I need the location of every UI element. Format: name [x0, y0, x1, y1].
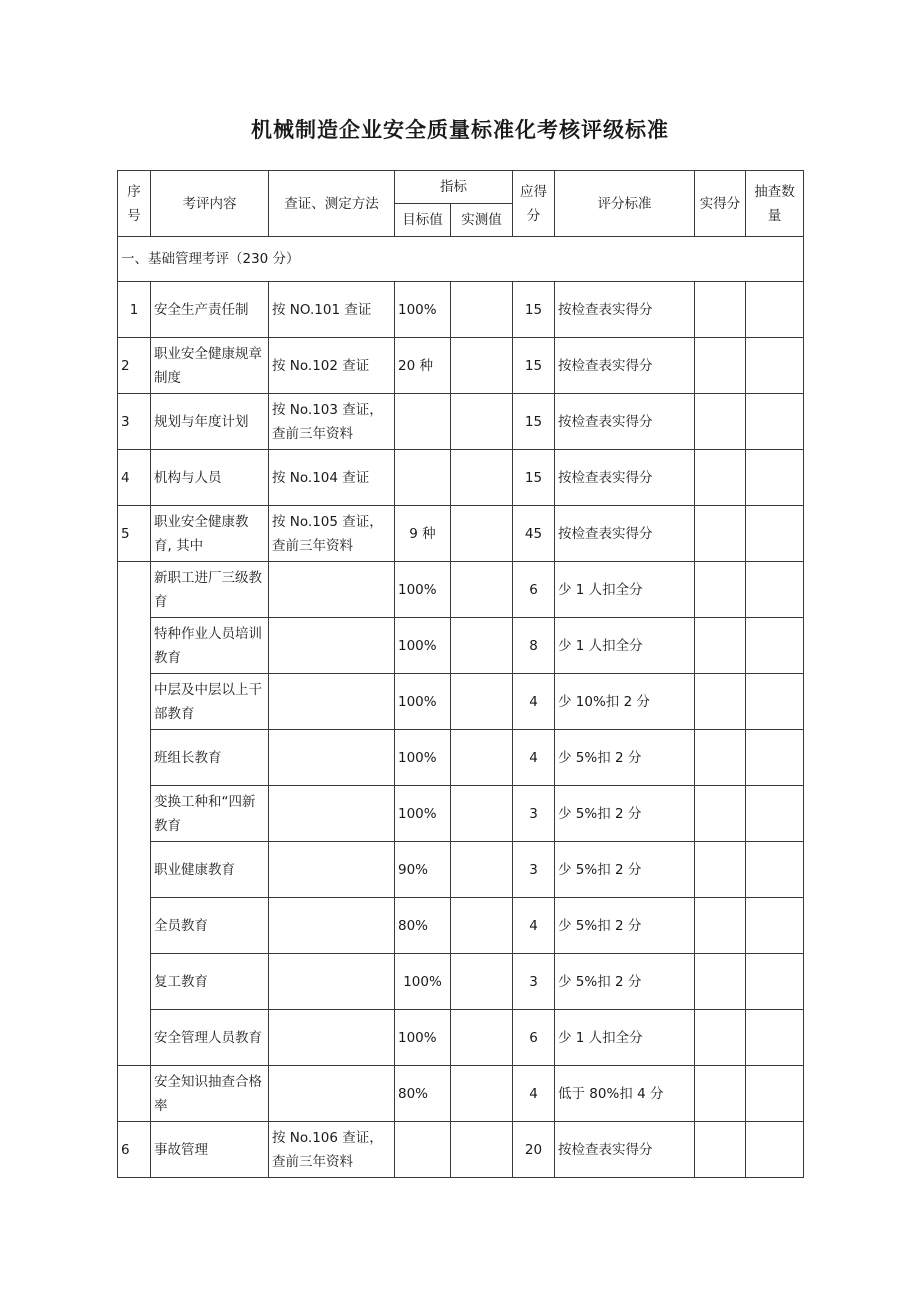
row-score: 4 [513, 898, 555, 954]
row-seq: 1 [118, 282, 151, 338]
row-method [269, 674, 395, 730]
row-seq: 6 [118, 1122, 151, 1178]
row-target: 100% [395, 954, 451, 1010]
row-measured [451, 450, 513, 506]
row-criteria: 少 10%扣 2 分 [555, 674, 695, 730]
header-row [118, 171, 804, 204]
row-content: 机构与人员 [151, 450, 269, 506]
row-score: 6 [513, 562, 555, 618]
row-score: 4 [513, 1066, 555, 1122]
row-actual [695, 1122, 746, 1178]
row-score: 20 [513, 1122, 555, 1178]
row-sample [746, 674, 804, 730]
row-actual [695, 786, 746, 842]
table-row [118, 898, 804, 954]
row-content: 班组长教育 [151, 730, 269, 786]
row-content: 特种作业人员培训教育 [151, 618, 269, 674]
header-measured: 实测值 [451, 204, 513, 237]
row-target: 100% [395, 618, 451, 674]
row-content: 中层及中层以上干部教育 [151, 674, 269, 730]
row-measured [451, 506, 513, 562]
document-title: 机械制造企业安全质量标准化考核评级标准 [251, 118, 669, 142]
header-due-score: 应得分 [513, 171, 555, 237]
row-content: 安全管理人员教育 [151, 1010, 269, 1066]
row-target: 100% [395, 730, 451, 786]
row-criteria: 按检查表实得分 [555, 450, 695, 506]
row-method [269, 618, 395, 674]
row-content: 事故管理 [151, 1122, 269, 1178]
row-content: 安全生产责任制 [151, 282, 269, 338]
row-target: 100% [395, 282, 451, 338]
row-measured [451, 786, 513, 842]
row-criteria: 低于 80%扣 4 分 [555, 1066, 695, 1122]
row-sample [746, 954, 804, 1010]
row-content: 复工教育 [151, 954, 269, 1010]
row-criteria: 少 1 人扣全分 [555, 618, 695, 674]
row-score: 3 [513, 842, 555, 898]
header-seq: 序号 [118, 171, 151, 237]
row-measured [451, 954, 513, 1010]
row-actual [695, 450, 746, 506]
row-sample [746, 898, 804, 954]
row-method [269, 842, 395, 898]
row-target: 80% [395, 898, 451, 954]
row-criteria: 少 5%扣 2 分 [555, 898, 695, 954]
row-measured [451, 1010, 513, 1066]
row-content: 安全知识抽查合格率 [151, 1066, 269, 1122]
row-target: 100% [395, 674, 451, 730]
row-seq: 4 [118, 450, 151, 506]
row-measured [451, 1122, 513, 1178]
row-criteria: 少 5%扣 2 分 [555, 842, 695, 898]
row-content: 规划与年度计划 [151, 394, 269, 450]
row-actual [695, 506, 746, 562]
table-row [118, 786, 804, 842]
table-row [118, 562, 804, 618]
row-method: 按 No.104 查证 [269, 450, 395, 506]
row-criteria: 按检查表实得分 [555, 338, 695, 394]
row-score: 8 [513, 618, 555, 674]
row-method: 按 No.103 查证，查前三年资料 [269, 394, 395, 450]
row-measured [451, 338, 513, 394]
header-indicator: 指标 [395, 171, 513, 204]
row-sample [746, 1010, 804, 1066]
row-actual [695, 730, 746, 786]
row-method [269, 1010, 395, 1066]
row-sample [746, 842, 804, 898]
row-actual [695, 562, 746, 618]
row-target: 80% [395, 1066, 451, 1122]
row-criteria: 按检查表实得分 [555, 506, 695, 562]
row-measured [451, 842, 513, 898]
row-method [269, 730, 395, 786]
row-actual [695, 954, 746, 1010]
row-score: 3 [513, 954, 555, 1010]
row-content: 职业安全健康规章制度 [151, 338, 269, 394]
row-seq-merged [118, 562, 151, 1066]
table-row [118, 1066, 804, 1122]
row-method: 按 No.106 查证，查前三年资料 [269, 1122, 395, 1178]
row-measured [451, 562, 513, 618]
row-sample [746, 394, 804, 450]
row-measured [451, 730, 513, 786]
row-measured [451, 282, 513, 338]
row-content: 职业健康教育 [151, 842, 269, 898]
table-row [118, 842, 804, 898]
row-target: 100% [395, 1010, 451, 1066]
row-measured [451, 1066, 513, 1122]
row-criteria: 按检查表实得分 [555, 282, 695, 338]
section-row [118, 237, 804, 282]
table-row [118, 730, 804, 786]
row-method [269, 898, 395, 954]
table-row [118, 674, 804, 730]
row-criteria: 少 5%扣 2 分 [555, 954, 695, 1010]
row-actual [695, 338, 746, 394]
row-measured [451, 618, 513, 674]
row-target: 100% [395, 562, 451, 618]
header-criteria: 评分标准 [555, 171, 695, 237]
header-method: 查证、测定方法 [269, 171, 395, 237]
row-actual [695, 898, 746, 954]
table-row [118, 338, 804, 394]
row-score: 15 [513, 394, 555, 450]
row-sample [746, 506, 804, 562]
row-sample [746, 282, 804, 338]
row-target: 90% [395, 842, 451, 898]
table-row [118, 282, 804, 338]
row-score: 4 [513, 674, 555, 730]
table-row [118, 394, 804, 450]
table-row [118, 1010, 804, 1066]
header-actual-score: 实得分 [695, 171, 746, 237]
row-measured [451, 898, 513, 954]
row-score: 4 [513, 730, 555, 786]
row-target: 20 种 [395, 338, 451, 394]
row-target: 9 种 [395, 506, 451, 562]
row-actual [695, 282, 746, 338]
row-criteria: 少 5%扣 2 分 [555, 730, 695, 786]
row-actual [695, 618, 746, 674]
section-title: 一、基础管理考评（230 分） [118, 237, 804, 282]
row-score: 15 [513, 282, 555, 338]
row-sample [746, 786, 804, 842]
table-row [118, 618, 804, 674]
row-actual [695, 394, 746, 450]
row-content: 新职工进厂三级教育 [151, 562, 269, 618]
row-seq: 2 [118, 338, 151, 394]
row-criteria: 按检查表实得分 [555, 1122, 695, 1178]
row-sample [746, 1066, 804, 1122]
row-score: 45 [513, 506, 555, 562]
row-target [395, 1122, 451, 1178]
row-score: 3 [513, 786, 555, 842]
row-score: 15 [513, 338, 555, 394]
row-criteria: 少 1 人扣全分 [555, 562, 695, 618]
row-criteria: 少 1 人扣全分 [555, 1010, 695, 1066]
header-sample-count: 抽查数量 [746, 171, 804, 237]
row-sample [746, 618, 804, 674]
row-content: 职业安全健康教育, 其中 [151, 506, 269, 562]
row-criteria: 按检查表实得分 [555, 394, 695, 450]
header-target: 目标值 [395, 204, 451, 237]
evaluation-table [117, 170, 804, 1178]
row-sample [746, 562, 804, 618]
table-row [118, 450, 804, 506]
row-method [269, 562, 395, 618]
row-method: 按 No.102 查证 [269, 338, 395, 394]
row-method: 按 NO.101 查证 [269, 282, 395, 338]
row-seq [118, 1066, 151, 1122]
row-actual [695, 842, 746, 898]
row-score: 6 [513, 1010, 555, 1066]
row-method [269, 954, 395, 1010]
row-seq: 5 [118, 506, 151, 562]
row-actual [695, 1066, 746, 1122]
row-target: 100% [395, 786, 451, 842]
row-content: 变换工种和“四新教育 [151, 786, 269, 842]
row-method [269, 786, 395, 842]
table-row [118, 1122, 804, 1178]
header-content: 考评内容 [151, 171, 269, 237]
row-method: 按 No.105 查证，查前三年资料 [269, 506, 395, 562]
row-seq: 3 [118, 394, 151, 450]
row-sample [746, 1122, 804, 1178]
row-sample [746, 450, 804, 506]
row-content: 全员教育 [151, 898, 269, 954]
row-target [395, 450, 451, 506]
row-actual [695, 674, 746, 730]
row-measured [451, 394, 513, 450]
row-measured [451, 674, 513, 730]
row-criteria: 少 5%扣 2 分 [555, 786, 695, 842]
row-target [395, 394, 451, 450]
row-actual [695, 1010, 746, 1066]
row-method [269, 1066, 395, 1122]
row-sample [746, 338, 804, 394]
row-score: 15 [513, 450, 555, 506]
table-row [118, 954, 804, 1010]
table-row [118, 506, 804, 562]
row-sample [746, 730, 804, 786]
